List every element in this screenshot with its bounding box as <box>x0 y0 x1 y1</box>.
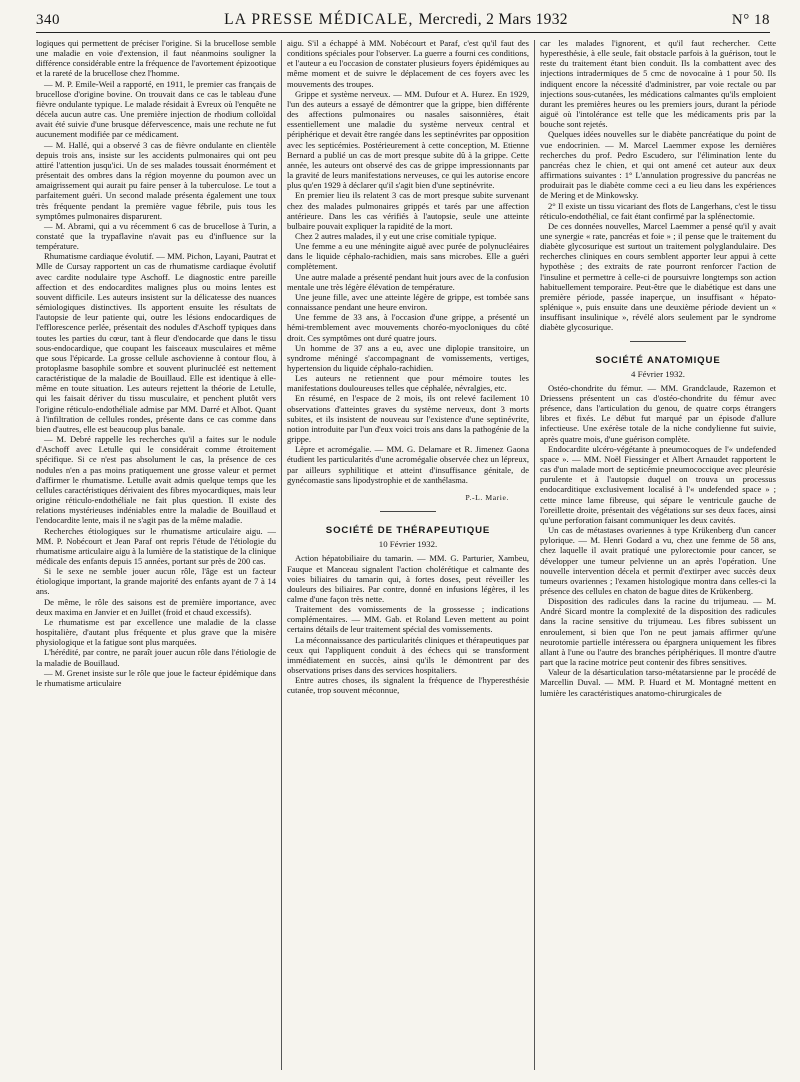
paragraph: Une jeune fille, avec une atteinte légère de grippe, est tombée sans connaissance pendant une heure environ. <box>287 291 529 313</box>
paragraph: En premier lieu ils relatent 3 cas de mort presque subite survenant chez des malades pulmonaires grippés et tarés par une affection antérieure. Dans les cas vérifiés à l'autopsie, seule une atteinte bulbaire pouvait expliquer la rapidité de la mort. <box>287 190 529 231</box>
section-date: 4 Février 1932. <box>631 368 685 379</box>
paragraph: — M. P. Emile-Weil a rapporté, en 1911, le premier cas français de brucellose d'origine bovine. On trouvait dans ce cas le tableau d'une fièvre ondulante typique. Le malade résidait à Evreux où l'enquête ne décela aucun autre cas. Une première injection de rhodium colloïdal avait été suivie d'une brusque défervescence, mais une rechute ne fut aucunement modifiée par ce médicament. <box>36 78 276 140</box>
paragraph: Quelques idées nouvelles sur le diabète pancréatique du point de vue endocrinien. — M. Marcel Laemmer expose les dernières recherches du prof. Pedro Escudero, sur l'élimination lente du pancréas chez le chien, et qui ont amené cet auteur aux deux affirmations suivantes : 1° L'annulation progressive du pancréas ne produirait pas le diabète comme ceci a eu lieu dans les expériences de Mering et de Minkowsky. <box>540 129 776 201</box>
paragraph: Valeur de la désarticulation tarso-métatarsienne par le procédé de Marcellin Duval. — MM. P. Huard et M. Montagné mettent en lumière les caractéristiques anatomo-chirurgicales de <box>540 667 776 698</box>
paragraph: Grippe et système nerveux. — MM. Dufour et A. Hurez. En 1929, l'un des auteurs a essayé de démontrer que la grippe, bien différente des affections pulmonaires ou nasales saisonnières, était essentiellement une maladie du système nerveux central et périphérique et devait être rangée dans les septinévrites par opposition avec les septicémies. Postérieurement à cette conception, M. Etienne Bernard a publié un cas de mort presque subite dû à la grippe. Cette année, les auteurs ont observé des cas de grippe impressionnants par la gravité de leurs manifestations nerveuses, ce qui les autorise encore plus qu'en 1929 à déclarer qu'il s'agit bien d'une septinévrite. <box>287 88 529 191</box>
paragraph: Lèpre et acromégalie. — MM. G. Delamare et R. Jimenez Gaona étudient les particularités d'une acromégalie observée chez un lépreux, par ailleurs syphilitique et atteint d'insuffisance génitale, de gynécomastie sans lipodystrophie et de xanthélasma. <box>287 444 529 485</box>
section-title: SOCIÉTÉ DE THÉRAPEUTIQUE <box>325 525 491 537</box>
paragraph: Entre autres choses, ils signalent la fréquence de l'hyperesthésie cutanée, trop souvent méconnue, <box>287 675 529 696</box>
paragraph: aigu. S'il a échappé à MM. Nobécourt et Paraf, c'est qu'il faut des conditions spéciales pour l'observer. La guerre a fourni ces conditions, et l'auteur a eu l'occasion de constater plusieurs foyers épidémiques au même moment et de suivre le déplacement de ces foyers avec les mouvements des troupes. <box>287 38 529 89</box>
column-1 <box>36 38 276 1078</box>
paragraph: L'hérédité, par contre, ne paraît jouer aucun rôle dans l'étiologie de la maladie de Bouillaud. <box>36 647 276 668</box>
page-header <box>36 6 770 33</box>
paragraph: Une femme de 33 ans, à l'occasion d'une grippe, a présenté un hémi-tremblement avec mouvements choréo-myocloniques du côté droit. Ces symptômes ont duré quatre jours. <box>287 312 529 343</box>
paragraph: Rhumatisme cardiaque évolutif. — MM. Pichon, Layani, Pautrat et Mlle de Cursay rapportent un cas de rhumatisme cardiaque évolutif avec cardite nodulaire type Aschoff. Le diagnostic entre pareille affection et des endocardites malignes plus ou moins lentes est souvent difficile. Les auteurs insistent sur la délicatesse des nuances sémiologiques distinctives. Ils apportent ensuite les résultats de l'autopsie de leur patiente qui, outre les lésions endocardiques de l'efflorescence perlée, présentait des nodules d'Aschoff typiques dans toutes les parties du cœur, tant à fleur d'endocarde que dans le tissu sous-endocardique, que coupant les faisceaux musculaires et même que sous l'épicarde. La grosse cellule aschovienne à contour flou, à protoplasme basophile sombre et souvent plurinucléé est nettement caractéristique de la maladie de Bouillaud. Elle est identique à elle-même en toute situation. Les auteurs rejettent la théorie de Letulle, qui les faisait dériver du tissu musculaire, et penchent plutôt vers l'origine réticulo-endothéliale admise par MM. Darré et Albot. Quant à l'infiltration de cellules rondes, présente dans ce cas comme dans bien d'autres, elle est beaucoup plus banale. <box>36 251 276 434</box>
paragraph: car les malades l'ignorent, et qu'il faut rechercher. Cette hyperesthésie, à elle seule, fait obstacle parfois à la guérison, tout le reste du traitement étant bien conduit. Ils la combattent avec des injections intradermiques de 5 cmc de novocaïne à 1 pour 50. Ils indiquent encore la nécessité d'administrer, par voie rectale ou par injections sous-cutanées, les médications calmantes qu'ils emploient durant les premières heures ou les premiers jours, durant la période aiguë où l'intolérance est telle que les médicaments pris par la bouche sont rejetés. <box>540 38 776 130</box>
paragraph: logiques qui permettent de préciser l'origine. Si la brucellose semble une maladie en voie d'extension, il faut néanmoins souligner la différence considérable entre la fréquence de l'avortement épizootique et la rareté de la brucellose chez l'homme. <box>36 38 276 79</box>
paragraph: Endocardite ulcéro-végétante à pneumocoques de l'« undefended space ». — MM. Noël Fiessinger et Albert Arnaudet rapportent le cas d'un malade mort de septicémie pneumococcique avec pleurésie purulente et à l'autopsie duquel on trouva un processus endocarditique exclusivement localisé à l'« undefended space » ; cette mince lame fibreuse, qui sépare le ventricule gauche de l'oreillette droite, présentait des végétations sur ses deux faces, ainsi qu'une perforation faisant communiquer les deux cavités. <box>540 443 776 525</box>
paragraph: Un homme de 37 ans a eu, avec une diplopie transitoire, un syndrome méningé s'accompagnant de vomissements, vertiges, hypertension du liquide céphalo-rachidien. <box>287 342 529 373</box>
column-rule <box>534 40 535 1070</box>
section-divider <box>380 511 436 512</box>
column-rule <box>281 40 282 1070</box>
section-title: SOCIÉTÉ ANATOMIQUE <box>595 354 721 366</box>
signature: P.-L. Marie. <box>465 492 509 502</box>
paragraph: — M. Hallé, qui a observé 3 cas de fièvre ondulante en clientèle depuis trois ans, insiste sur les accidents pulmonaires qui ont peu attiré l'attention jusqu'ici. Un de ses malades toussait énormément et présentait des ombres dans la région moyenne du poumon avec un amaigrissement qui aurait pu faire penser à la tuberculose. Le tout a parfaitement guéri. Un second malade présenta également une toux très fréquente pendant la première vague fébrile, puis tous les symptômes pulmonaires disparurent. <box>36 139 276 221</box>
paragraph: Une autre malade a présenté pendant huit jours avec de la confusion mentale une très légère élévation de température. <box>287 271 529 292</box>
paragraph: — M. Debré rappelle les recherches qu'il a faites sur le nodule d'Aschoff avec Letulle qui le considérait comme étroitement spécifique. Si ce n'est pas absolument le cas, la présence de ces nodules n'en a pas moins pratiquement une grosse valeur et permet d'affirmer le rhumatisme. Letulle avait admis quelque temps que les cellules caractéristiques dérivaient des fibres myocardiques, mais leur origine réticulo-endothéliale ne fait plus question. Il existe des relations mystérieuses indéniables entre la maladie de Bouillaud et l'endocardite lente, mais il ne s'agit pas de la même maladie. <box>36 434 276 526</box>
paragraph: Ostéo-chondrite du fémur. — MM. Grandclaude, Razemon et Driessens présentent un cas d'ostéo-chondrite du fémur avec présence, dans l'articulation du genou, de quatre corps étrangers libres et fixés. Le début fut marqué par un épisode d'allure infectieuse. Une exérèse totale de la niche condylienne fut suivie, après quatre mois, d'une guérison complète. <box>540 382 776 444</box>
paragraph: Recherches étiologiques sur le rhumatisme articulaire aigu. — MM. P. Nobécourt et Jean Paraf ont repris l'étude de l'étiologie du rhumatisme articulaire aigu à la lumière de la statistique de la clinique médicale des enfants depuis 15 années, portant sur près de 200 cas. <box>36 525 276 566</box>
paragraph: La méconnaissance des particularités cliniques et thérapeutiques par ceux qui l'appliquent conduit à des échecs qui se transforment immédiatement en succès, ainsi qu'ils le démontrent par des observations prises dans des services hospitaliers. <box>287 634 529 676</box>
paragraph: Le rhumatisme est par excellence une maladie de la classe hospitalière, d'autant plus fréquente et plus grave que la misère physiologique et la fatigue sont plus marquées. <box>36 616 276 648</box>
paragraph: En résumé, en l'espace de 2 mois, ils ont relevé facilement 10 observations d'atteintes graves du système nerveux, dont 3 morts subites, et ils insistent de nouveau sur l'existence d'une septinévrite, notion introduite par l'un d'eux voici trois ans dans la pathogénie de la grippe. <box>287 393 529 445</box>
paragraph: — M. Abrami, qui a vu récemment 6 cas de brucellose à Turin, a constaté que la trypaflavine n'avait pas eu d'influence sur la température. <box>36 220 276 252</box>
paragraph: De ces données nouvelles, Marcel Laemmer a pensé qu'il y avait une synergie « rate, pancréas et foie » ; il pense que le traitement du diabète glycosurique est surtout un traitement polyglandulaire. Des recherches cliniques en cours semblent apporter leur appui à cette hypothèse ; des extraits de rate pourront renforcer l'action de l'insuline et permettre à celle-ci de poursuivre longtemps son action habituellement temporaire. Peut-être que le diabétique est dans une première période, passée inaperçue, un insuffisant « hépato-splénique », puis ensuite dans une deuxième période devient un « insuffisant insulinique », révélé alors seulement par le syndrome diabète glycosurique. <box>540 220 776 333</box>
paragraph: Une femme a eu une méningite aiguë avec purée de polynucléaires dans le liquide céphalo-rachidien, mais sans microbes. Elle a guéri complètement. <box>287 241 529 272</box>
section-date: 10 Février 1932. <box>378 539 438 550</box>
paragraph: Chez 2 autres malades, il y eut une crise comitiale typique. <box>295 230 497 241</box>
paragraph: De même, le rôle des saisons est de première importance, avec deux maxima en Janvier et en Juillet (froid et chaud excessifs). <box>36 596 276 617</box>
paragraph: Disposition des radicules dans la racine du trijumeau. — M. André Sicard montre la complexité de la disposition des radicules dans la racine sensitive du trijumeau. Les fibres subissent un enroulement, si bien que l'on ne peut jamais affirmer qu'une neurotomie partielle intéressera ou épargnera uniquement les fibres allant à l'une ou l'autre des branches périphériques. Il montre d'autre part que la racine motrice peut contenir des fibres sensitives. <box>540 596 776 668</box>
paragraph: Les auteurs ne retiennent que pour mémoire toutes les manifestations douloureuses telles que céphalée, névralgies, etc. <box>287 373 529 394</box>
issue-number: N° 18 <box>731 12 770 28</box>
paragraph: — M. Grenet insiste sur le rôle que joue le facteur épidémique dans le rhumatisme articulaire <box>36 667 276 688</box>
paragraph: Un cas de métastases ovariennes à type Krükenberg d'un cancer pylorique. — M. Henri Godard a vu, chez une femme de 58 ans, chez laquelle il avait pratiqué une pylorectomie pour cancer, se développer une tumeur pelvienne un an après l'opération. Une nouvelle intervention décela et permit d'extirper avec succès deux tumeurs ovariennes ; l'examen histologique montra dans celles-ci la présence des cellules en chaton de bague dites de Krükenberg. <box>540 525 776 596</box>
masthead <box>224 11 568 32</box>
column-3 <box>540 38 776 1078</box>
section-divider <box>630 341 686 342</box>
paragraph: 2° Il existe un tissu vicariant des flots de Langerhans, c'est le tissu réticulo-endothélial, ce fait étant confirmé par la splénectomie. <box>540 200 776 221</box>
paragraph: Traitement des vomissements de la grossesse ; indications complémentaires. — MM. Gab. et Roland Leven mettent au point certains détails de leur traitement spécial des vomissements. <box>287 604 529 635</box>
masthead-title: LA PRESSE MÉDICALE, <box>224 11 414 28</box>
column-2 <box>287 38 529 1078</box>
paragraph: Action hépatobiliaire du tamarin. — MM. G. Parturier, Xambeu, Fauque et Manceau signalent l'action cholérétique et calmante des voies biliaires du tamarin qui, à fortes doses, peut réveiller les douleurs des biliaires. Par contre, donné en infusions légères, il les calme d'une façon très nette. <box>287 553 529 604</box>
paragraph: Si le sexe ne semble jouer aucun rôle, l'âge est un facteur étiologique important, la grande majorité des enfants ayant de 7 à 14 ans. <box>36 566 276 597</box>
page-number: 340 <box>36 12 60 28</box>
masthead-date: Mercredi, 2 Mars 1932 <box>418 11 568 28</box>
